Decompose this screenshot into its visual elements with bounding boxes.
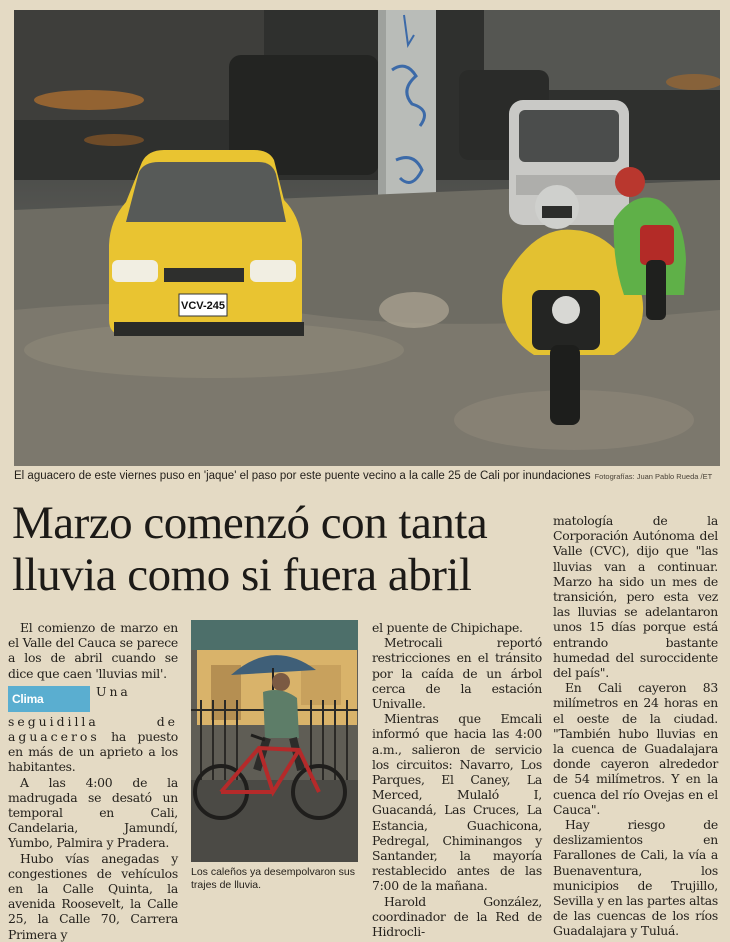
paragraph: En Cali cayeron 83 milímetros en 24 horas en el oeste de la ciudad. "También hubo lluvias en la cuenca de Guadalajara donde cayeron alrededor de 54 milímetros. Y en la cuenca del río Ovejas en el Cauca". [553,680,718,817]
license-plate: VCV-245 [180,300,226,312]
cyclist-photo [191,620,358,862]
lead-rest: ha puesto en más de un aprieto a los habitantes. [8,729,178,775]
paragraph: A las 4:00 de la madrugada se desató un temporal en Cali, Candelaria, Jamundí, Yumbo, Palmira y Pradera. [8,774,178,851]
lead-paragraph [8,684,178,775]
photo-credit: Fotografías: Juan Pablo Rueda /ET [594,472,713,481]
headline: Marzo comenzó con tanta lluvia como si fuera abril [12,497,488,601]
main-photo [14,10,720,466]
photo-caption [14,470,720,488]
paragraph: Hubo vías anegadas y congestiones de vehículos en la Calle Quinta, la avenida Roosevelt, la Calle 25, la Calle 70, Carrera Primera y [8,850,178,942]
article-column-middle [372,620,542,939]
cyclist-photo-caption: Los caleños ya desempolvaron sus trajes de lluvia. [191,866,356,891]
lead-text: Una seguidilla de aguaceros [8,683,178,745]
photo-caption-text: El aguacero de este viernes puso en 'jaque' el paso por este puente vecino a la calle 25 de Cali por inundaciones [14,470,591,482]
section-tag: Clima [8,686,90,712]
article-column-left [8,620,178,942]
cyclist-with-umbrella-illustration [191,620,358,862]
flooded-street-illustration [14,10,720,466]
paragraph: Hay riesgo de deslizamientos en Farallones de Cali, la vía a Buenaventura, los municipios de Trujillo, Sevilla y en las partes altas de las cuencas de los ríos Guadalajara y Tuluá. [553,817,718,939]
article-column-right [553,513,718,939]
paragraph: el puente de Chipichape. [372,620,523,635]
paragraph: Harold González, coordinador de la Red de Hidrocli- [372,893,542,940]
paragraph: Metrocali reportó restricciones en el tránsito por la caída de un árbol cerca de la estación Univalle. [372,635,542,712]
paragraph: Mientras que Emcali informó que hacia las 4:00 a.m., salieron de servicio los circuitos: Navarro, Los Parques, El Caney, La Merced, Mulaló I, Guacandá, Las Cruces, La Estancia, Guachicona, Pedregal, Chiminangos y Santander, la mayoría restablecido antes de las 7:00 de la mañana. [372,711,542,894]
intro-paragraph: El comienzo de marzo en el Valle del Cauca se parece a los de abril cuando se dice que caen 'lluvias mil'. [8,620,178,681]
paragraph: matología de la Corporación Autónoma del Valle (CVC), dijo que "las lluvias van a continuar. Marzo ha sido un mes de transición, pero esta vez las lluvias se adelantaron unos 15 días porque está entrando bastante humedad del suroccidente del país". [553,513,718,681]
